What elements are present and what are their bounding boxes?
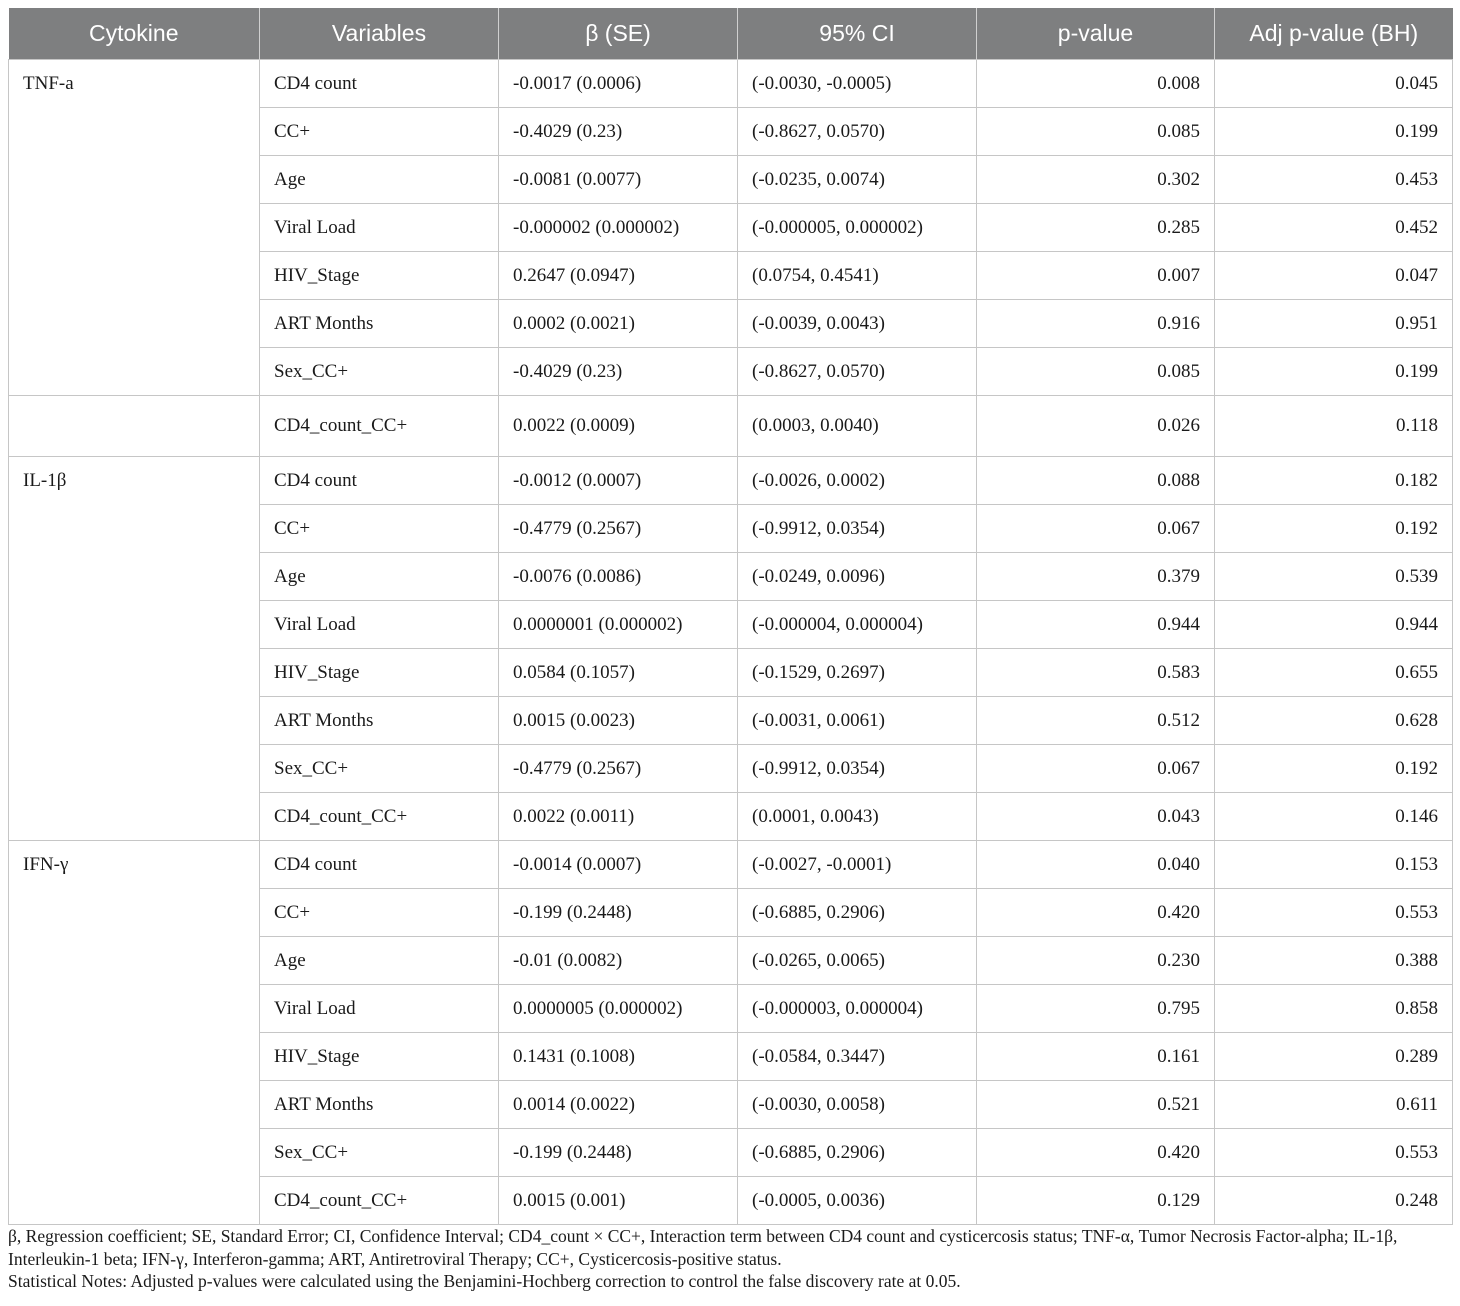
ci-cell: (-0.000003, 0.000004): [738, 985, 977, 1033]
adj-p-value-cell: 0.452: [1215, 204, 1453, 252]
p-value-cell: 0.008: [977, 60, 1215, 108]
beta-se-cell: 0.0015 (0.001): [499, 1177, 738, 1225]
p-value-cell: 0.230: [977, 937, 1215, 985]
ci-cell: (-0.0026, 0.0002): [738, 457, 977, 505]
ci-cell: (-0.0030, -0.0005): [738, 60, 977, 108]
variable-cell: Age: [260, 937, 499, 985]
p-value-cell: 0.285: [977, 204, 1215, 252]
ci-cell: (-0.000004, 0.000004): [738, 601, 977, 649]
adj-p-value-cell: 0.553: [1215, 889, 1453, 937]
variable-cell: HIV_Stage: [260, 649, 499, 697]
adj-p-value-cell: 0.248: [1215, 1177, 1453, 1225]
beta-se-cell: 0.0022 (0.0011): [499, 793, 738, 841]
beta-se-cell: 0.0584 (0.1057): [499, 649, 738, 697]
beta-se-cell: -0.0014 (0.0007): [499, 841, 738, 889]
p-value-cell: 0.379: [977, 553, 1215, 601]
variable-cell: CD4_count_CC+: [260, 396, 499, 457]
ci-cell: (-0.6885, 0.2906): [738, 1129, 977, 1177]
variable-cell: CD4_count_CC+: [260, 793, 499, 841]
beta-se-cell: 0.0002 (0.0021): [499, 300, 738, 348]
beta-se-cell: 0.1431 (0.1008): [499, 1033, 738, 1081]
variable-cell: ART Months: [260, 697, 499, 745]
adj-p-value-cell: 0.199: [1215, 348, 1453, 396]
beta-se-cell: -0.0081 (0.0077): [499, 156, 738, 204]
table-row: [9, 60, 1453, 108]
adj-p-value-cell: 0.951: [1215, 300, 1453, 348]
ci-cell: (-0.8627, 0.0570): [738, 348, 977, 396]
ci-cell: (-0.8627, 0.0570): [738, 108, 977, 156]
ci-cell: (-0.0235, 0.0074): [738, 156, 977, 204]
ci-cell: (0.0754, 0.4541): [738, 252, 977, 300]
table-body: [9, 60, 1453, 1225]
variable-cell: HIV_Stage: [260, 1033, 499, 1081]
adj-p-value-cell: 0.045: [1215, 60, 1453, 108]
footnote-statistical: Statistical Notes: Adjusted p-values were calculated using the Benjamini-Hochberg correction to control the false discovery rate at 0.05.: [8, 1271, 961, 1291]
p-value-cell: 0.916: [977, 300, 1215, 348]
adj-p-value-cell: 0.453: [1215, 156, 1453, 204]
header-beta-se: β (SE): [499, 8, 738, 60]
beta-se-cell: 0.0015 (0.0023): [499, 697, 738, 745]
header-p-value: p-value: [977, 8, 1215, 60]
adj-p-value-cell: 0.944: [1215, 601, 1453, 649]
adj-p-value-cell: 0.388: [1215, 937, 1453, 985]
header-ci: 95% CI: [738, 8, 977, 60]
ci-cell: (-0.0265, 0.0065): [738, 937, 977, 985]
variable-cell: ART Months: [260, 1081, 499, 1129]
ci-cell: (0.0003, 0.0040): [738, 396, 977, 457]
variable-cell: Age: [260, 156, 499, 204]
variable-cell: CC+: [260, 889, 499, 937]
p-value-cell: 0.040: [977, 841, 1215, 889]
adj-p-value-cell: 0.192: [1215, 505, 1453, 553]
beta-se-cell: -0.4029 (0.23): [499, 348, 738, 396]
variable-cell: Age: [260, 553, 499, 601]
header-cytokine: Cytokine: [9, 8, 260, 60]
variable-cell: Sex_CC+: [260, 348, 499, 396]
beta-se-cell: -0.0076 (0.0086): [499, 553, 738, 601]
ci-cell: (-0.0249, 0.0096): [738, 553, 977, 601]
variable-cell: ART Months: [260, 300, 499, 348]
cytokine-cell: IFN-γ: [9, 841, 260, 1225]
adj-p-value-cell: 0.553: [1215, 1129, 1453, 1177]
variable-cell: Viral Load: [260, 601, 499, 649]
header-variables: Variables: [260, 8, 499, 60]
adj-p-value-cell: 0.146: [1215, 793, 1453, 841]
table-row: [9, 457, 1453, 505]
adj-p-value-cell: 0.047: [1215, 252, 1453, 300]
beta-se-cell: 0.0014 (0.0022): [499, 1081, 738, 1129]
adj-p-value-cell: 0.118: [1215, 396, 1453, 457]
p-value-cell: 0.085: [977, 348, 1215, 396]
header-row: [9, 8, 1453, 60]
variable-cell: Viral Load: [260, 985, 499, 1033]
ci-cell: (-0.6885, 0.2906): [738, 889, 977, 937]
p-value-cell: 0.583: [977, 649, 1215, 697]
ci-cell: (-0.000005, 0.000002): [738, 204, 977, 252]
variable-cell: CD4 count: [260, 841, 499, 889]
p-value-cell: 0.085: [977, 108, 1215, 156]
ci-cell: (-0.0027, -0.0001): [738, 841, 977, 889]
beta-se-cell: -0.4779 (0.2567): [499, 745, 738, 793]
beta-se-cell: -0.199 (0.2448): [499, 1129, 738, 1177]
ci-cell: (-0.0031, 0.0061): [738, 697, 977, 745]
adj-p-value-cell: 0.192: [1215, 745, 1453, 793]
p-value-cell: 0.129: [977, 1177, 1215, 1225]
beta-se-cell: 0.0000005 (0.000002): [499, 985, 738, 1033]
variable-cell: HIV_Stage: [260, 252, 499, 300]
p-value-cell: 0.420: [977, 889, 1215, 937]
adj-p-value-cell: 0.539: [1215, 553, 1453, 601]
adj-p-value-cell: 0.182: [1215, 457, 1453, 505]
variable-cell: CD4 count: [260, 60, 499, 108]
ci-cell: (-0.0030, 0.0058): [738, 1081, 977, 1129]
adj-p-value-cell: 0.289: [1215, 1033, 1453, 1081]
p-value-cell: 0.088: [977, 457, 1215, 505]
adj-p-value-cell: 0.628: [1215, 697, 1453, 745]
ci-cell: (-0.0039, 0.0043): [738, 300, 977, 348]
variable-cell: Viral Load: [260, 204, 499, 252]
p-value-cell: 0.302: [977, 156, 1215, 204]
p-value-cell: 0.420: [977, 1129, 1215, 1177]
cytokine-cell: [9, 396, 260, 457]
beta-se-cell: -0.0012 (0.0007): [499, 457, 738, 505]
table-row: [9, 396, 1453, 457]
variable-cell: CD4 count: [260, 457, 499, 505]
cytokine-cell: TNF-a: [9, 60, 260, 396]
p-value-cell: 0.007: [977, 252, 1215, 300]
ci-cell: (-0.9912, 0.0354): [738, 505, 977, 553]
variable-cell: CC+: [260, 505, 499, 553]
beta-se-cell: -0.4029 (0.23): [499, 108, 738, 156]
variable-cell: CC+: [260, 108, 499, 156]
header-adj-p-value: Adj p-value (BH): [1215, 8, 1453, 60]
adj-p-value-cell: 0.153: [1215, 841, 1453, 889]
variable-cell: Sex_CC+: [260, 1129, 499, 1177]
p-value-cell: 0.161: [977, 1033, 1215, 1081]
beta-se-cell: -0.000002 (0.000002): [499, 204, 738, 252]
cytokine-cell: IL-1β: [9, 457, 260, 841]
adj-p-value-cell: 0.199: [1215, 108, 1453, 156]
beta-se-cell: -0.01 (0.0082): [499, 937, 738, 985]
p-value-cell: 0.067: [977, 505, 1215, 553]
variable-cell: CD4_count_CC+: [260, 1177, 499, 1225]
table-row: [9, 841, 1453, 889]
adj-p-value-cell: 0.611: [1215, 1081, 1453, 1129]
beta-se-cell: 0.0000001 (0.000002): [499, 601, 738, 649]
adj-p-value-cell: 0.858: [1215, 985, 1453, 1033]
p-value-cell: 0.067: [977, 745, 1215, 793]
adj-p-value-cell: 0.655: [1215, 649, 1453, 697]
ci-cell: (0.0001, 0.0043): [738, 793, 977, 841]
beta-se-cell: 0.0022 (0.0009): [499, 396, 738, 457]
beta-se-cell: -0.0017 (0.0006): [499, 60, 738, 108]
beta-se-cell: -0.4779 (0.2567): [499, 505, 738, 553]
p-value-cell: 0.026: [977, 396, 1215, 457]
table-notes: [8, 1225, 1454, 1293]
ci-cell: (-0.1529, 0.2697): [738, 649, 977, 697]
ci-cell: (-0.0005, 0.0036): [738, 1177, 977, 1225]
p-value-cell: 0.521: [977, 1081, 1215, 1129]
p-value-cell: 0.512: [977, 697, 1215, 745]
beta-se-cell: -0.199 (0.2448): [499, 889, 738, 937]
footnote-abbreviations: β, Regression coefficient; SE, Standard Error; CI, Confidence Interval; CD4_count × CC+, Interaction term between CD4 count and cysticercosis status; TNF-α, Tumor Necrosis Factor-alpha; IL-1β, Interleukin-1 beta; IFN-γ, Interferon-gamma; ART, Antiretroviral Therapy; CC+, Cysticercosis-positive status.: [8, 1226, 1398, 1269]
regression-table: [8, 8, 1453, 1225]
variable-cell: Sex_CC+: [260, 745, 499, 793]
p-value-cell: 0.944: [977, 601, 1215, 649]
p-value-cell: 0.795: [977, 985, 1215, 1033]
ci-cell: (-0.9912, 0.0354): [738, 745, 977, 793]
p-value-cell: 0.043: [977, 793, 1215, 841]
ci-cell: (-0.0584, 0.3447): [738, 1033, 977, 1081]
beta-se-cell: 0.2647 (0.0947): [499, 252, 738, 300]
